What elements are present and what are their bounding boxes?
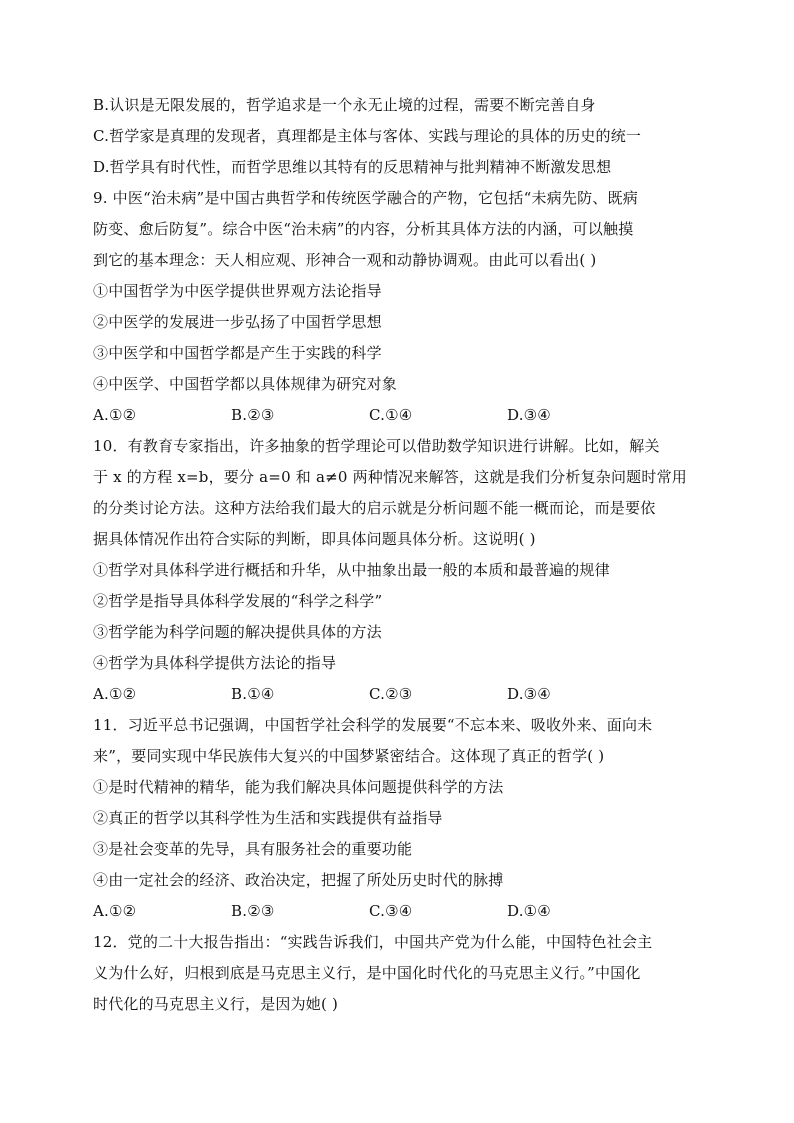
question-stem-line: 10．有教育专家指出，许多抽象的哲学理论可以借助数学知识进行讲解。比如，解关 bbox=[93, 437, 660, 455]
statement-4: ④由一定社会的经济、政治决定，把握了所处历史时代的脉搏 bbox=[93, 871, 504, 889]
question-stem-line: 来”，要同实现中华民族伟大复兴的中国梦紧密结合。这体现了真正的哲学( ) bbox=[93, 747, 605, 765]
question-stem-line: 11．习近平总书记强调，中国哲学社会科学的发展要“不忘本来、吸收外来、面向未 bbox=[93, 716, 653, 734]
choice-d: D.③④ bbox=[507, 685, 551, 703]
option-c-line: C.哲学家是真理的发现者，真理都是主体与客体、实践与理论的具体的历史的统一 bbox=[93, 127, 642, 145]
question-stem-line: 防变、愈后防复”。综合中医“治未病”的内容，分析其具体方法的内涵，可以触摸 bbox=[93, 220, 634, 238]
choice-b: B.②③ bbox=[231, 902, 275, 920]
question-11 bbox=[93, 710, 703, 927]
choice-row bbox=[93, 679, 703, 710]
choice-b: B.①④ bbox=[231, 685, 275, 703]
choice-d: D.①④ bbox=[507, 902, 551, 920]
option-b-line: B.认识是无限发展的，哲学追求是一个永无止境的过程，需要不断完善自身 bbox=[93, 96, 596, 114]
statement-2: ②哲学是指导具体科学发展的“科学之科学” bbox=[93, 592, 383, 610]
statement-4: ④中医学、中国哲学都以具体规律为研究对象 bbox=[93, 375, 398, 393]
question-stem-line: 据具体情况作出符合实际的判断，即具体问题具体分析。这说明( ) bbox=[93, 530, 536, 548]
statement-3: ③是社会变革的先导，具有服务社会的重要功能 bbox=[93, 840, 413, 858]
statement-3: ③中医学和中国哲学都是产生于实践的科学 bbox=[93, 344, 382, 362]
question-stem-line: 的分类讨论方法。这种方法给我们最大的启示就是分析问题不能一概而论，而是要依 bbox=[93, 499, 656, 517]
question-stem-line: 12．党的二十大报告指出：“实践告诉我们，中国共产党为什么能，中国特色社会主 bbox=[93, 933, 653, 951]
question-stem-line: 于 x 的方程 x=b，要分 a=0 和 a≠0 两种情况来解答，这就是我们分析复杂问题时常用 bbox=[93, 468, 687, 486]
choice-c: C.②③ bbox=[369, 685, 413, 703]
document-page bbox=[93, 90, 703, 1020]
question-9 bbox=[93, 183, 703, 431]
option-d-line: D.哲学具有时代性，而哲学思维以其特有的反思精神与批判精神不断激发思想 bbox=[93, 158, 612, 176]
question-stem-line: 时代化的马克思主义行，是因为她( ) bbox=[93, 995, 339, 1013]
statement-1: ①中国哲学为中医学提供世界观方法论指导 bbox=[93, 282, 382, 300]
choice-a: A.①② bbox=[93, 406, 137, 424]
choice-a: A.①② bbox=[93, 902, 137, 920]
choice-row bbox=[93, 896, 703, 927]
statement-2: ②真正的哲学以其科学性为生活和实践提供有益指导 bbox=[93, 809, 443, 827]
question-12 bbox=[93, 927, 703, 1020]
choice-row bbox=[93, 400, 703, 431]
question-stem-line: 义为什么好，归根到底是马克思主义行，是中国化时代化的马克思主义行。”中国化 bbox=[93, 964, 641, 982]
choice-b: B.②③ bbox=[231, 406, 275, 424]
question-stem-line: 到它的基本理念：天人相应观、形神合一观和动静协调观。由此可以看出( ) bbox=[93, 251, 597, 269]
statement-3: ③哲学能为科学问题的解决提供具体的方法 bbox=[93, 623, 382, 641]
question-10 bbox=[93, 431, 703, 710]
statement-4: ④哲学为具体科学提供方法论的指导 bbox=[93, 654, 337, 672]
choice-c: C.③④ bbox=[369, 902, 413, 920]
statement-2: ②中医学的发展进一步弘扬了中国哲学思想 bbox=[93, 313, 382, 331]
question-stem-line: 9. 中医“治未病”是中国古典哲学和传统医学融合的产物，它包括“未病先防、既病 bbox=[93, 189, 638, 207]
statement-1: ①哲学对具体科学进行概括和升华，从中抽象出最一般的本质和最普遍的规律 bbox=[93, 561, 610, 579]
statement-1: ①是时代精神的精华，能为我们解决具体问题提供科学的方法 bbox=[93, 778, 504, 796]
choice-d: D.③④ bbox=[507, 406, 551, 424]
choice-a: A.①② bbox=[93, 685, 137, 703]
choice-c: C.①④ bbox=[369, 406, 413, 424]
